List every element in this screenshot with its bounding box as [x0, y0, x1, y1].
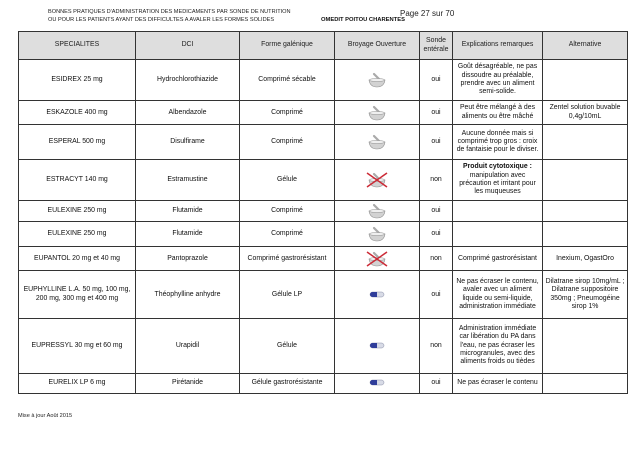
- cell-explications: Ne pas écraser le contenu: [453, 373, 543, 394]
- header-title-line1: BONNES PRATIQUES D'ADMINISTRATION DES MEDICAMENTS PAR SONDE DE NUTRITION: [48, 9, 291, 15]
- cell-sonde: non: [420, 318, 453, 373]
- header-explications: Explications remarques: [453, 32, 543, 60]
- cell-forme: Gélule: [240, 318, 335, 373]
- mortar-icon: [365, 105, 389, 121]
- cell-broyage: [335, 200, 420, 221]
- table-row: [19, 246, 628, 271]
- cell-alternative: [543, 222, 628, 247]
- capsule-icon: [369, 378, 385, 387]
- cell-forme: Gélule gastrorésistante: [240, 373, 335, 394]
- cell-alternative: Inexium, OgastOro: [543, 246, 628, 271]
- cell-dci: Pirétanide: [136, 373, 240, 394]
- cell-sonde: oui: [420, 373, 453, 394]
- crossed-out-icon: [365, 251, 389, 267]
- cell-explications: Aucune donnée mais si comprimé trop gros : croix de fantaisie pour le diviser.: [453, 125, 543, 159]
- table-row: [19, 373, 628, 394]
- cell-alternative: [543, 318, 628, 373]
- cell-sonde: oui: [420, 100, 453, 125]
- cell-forme: Comprimé: [240, 200, 335, 221]
- cell-broyage: [335, 222, 420, 247]
- explication-text: manipulation avec précaution et irritant pour les muqueuses: [459, 171, 536, 195]
- header-sonde: Sonde entérale: [420, 32, 453, 60]
- mortar-icon: [365, 72, 389, 88]
- cell-sonde: oui: [420, 125, 453, 159]
- cell-forme: Comprimé sécable: [240, 60, 335, 101]
- cell-broyage: [335, 271, 420, 318]
- capsule-icon: [369, 290, 385, 299]
- cell-alternative: [543, 373, 628, 394]
- cell-sonde: non: [420, 159, 453, 200]
- cell-broyage: [335, 318, 420, 373]
- table-row: [19, 200, 628, 221]
- crossed-out-icon: [365, 172, 389, 188]
- header-broyage: Broyage Ouverture: [335, 32, 420, 60]
- cell-alternative: [543, 159, 628, 200]
- cell-forme: Gélule LP: [240, 271, 335, 318]
- cell-sonde: oui: [420, 271, 453, 318]
- cell-dci: Hydrochlorothiazide: [136, 60, 240, 101]
- header-alternative: Alternative: [543, 32, 628, 60]
- cytotoxic-warning: Produit cytotoxique :: [463, 163, 532, 171]
- cell-explications: Goût désagréable, ne pas dissoudre au préalable, prendre avec un aliment semi-solide.: [453, 60, 543, 101]
- cell-specialite: EUPRESSYL 30 mg et 60 mg: [19, 318, 136, 373]
- header-dci: DCI: [136, 32, 240, 60]
- cell-broyage: [335, 246, 420, 271]
- cell-forme: Comprimé: [240, 222, 335, 247]
- cell-dci: Albendazole: [136, 100, 240, 125]
- table-row: [19, 222, 628, 247]
- cell-alternative: Dilatrane sirop 10mg/mL ; Dilatrane suppositoire 350mg ; Pneumogéine sirop 1%: [543, 271, 628, 318]
- cell-specialite: ESPERAL 500 mg: [19, 125, 136, 159]
- cell-sonde: oui: [420, 200, 453, 221]
- cell-specialite: ESTRACYT 140 mg: [19, 159, 136, 200]
- cell-broyage: [335, 125, 420, 159]
- cell-broyage: [335, 60, 420, 101]
- cell-broyage: [335, 100, 420, 125]
- header-title-line2: OU POUR LES PATIENTS AYANT DES DIFFICULTES A AVALER LES FORMES SOLIDES: [48, 17, 275, 23]
- table-row: [19, 318, 628, 373]
- cell-forme: Comprimé: [240, 125, 335, 159]
- cell-specialite: EUPHYLLINE L.A. 50 mg, 100 mg, 200 mg, 300 mg et 400 mg: [19, 271, 136, 318]
- cell-forme: Gélule: [240, 159, 335, 200]
- cell-explications: [453, 200, 543, 221]
- cell-sonde: oui: [420, 60, 453, 101]
- cell-sonde: non: [420, 246, 453, 271]
- table-row: [19, 271, 628, 318]
- cell-explications: Ne pas écraser le contenu, avaler avec un aliment liquide ou semi-liquide, administration immédiate: [453, 271, 543, 318]
- header-specialites: SPECIALITES: [19, 32, 136, 60]
- table-row: [19, 60, 628, 101]
- table-header-row: [19, 32, 628, 60]
- medication-table: [18, 31, 628, 394]
- cell-specialite: EULEXINE 250 mg: [19, 222, 136, 247]
- cell-explications: [453, 159, 543, 200]
- cell-dci: Urapidil: [136, 318, 240, 373]
- table-row: [19, 100, 628, 125]
- cell-alternative: Zentel solution buvable 0,4g/10mL: [543, 100, 628, 125]
- mortar-icon: [365, 226, 389, 242]
- cell-broyage: [335, 159, 420, 200]
- cell-explications: Administration immédiate car libération du PA dans l'eau, ne pas écraser les microgranules, avec des aliments froids ou tièdes: [453, 318, 543, 373]
- mortar-icon: [365, 134, 389, 150]
- cell-dci: Estramustine: [136, 159, 240, 200]
- cell-alternative: [543, 200, 628, 221]
- cell-dci: Flutamide: [136, 222, 240, 247]
- cell-dci: Théophylline anhydre: [136, 271, 240, 318]
- cell-specialite: EULEXINE 250 mg: [19, 200, 136, 221]
- cell-explications: Peut être mélangé à des aliments ou être mâché: [453, 100, 543, 125]
- mortar-icon: [365, 203, 389, 219]
- cell-dci: Pantoprazole: [136, 246, 240, 271]
- organization-name: OMEDIT POITOU CHARENTES: [321, 17, 405, 23]
- header-forme: Forme galénique: [240, 32, 335, 60]
- cell-specialite: EUPANTOL 20 mg et 40 mg: [19, 246, 136, 271]
- cell-specialite: ESKAZOLE 400 mg: [19, 100, 136, 125]
- cell-forme: Comprimé: [240, 100, 335, 125]
- footer-update-date: Mise à jour Août 2015: [18, 413, 73, 419]
- table-row: [19, 125, 628, 159]
- page-number: Page 27 sur 70: [400, 9, 455, 18]
- cell-explications: Comprimé gastrorésistant: [453, 246, 543, 271]
- cell-alternative: [543, 125, 628, 159]
- cell-forme: Comprimé gastrorésistant: [240, 246, 335, 271]
- cell-broyage: [335, 373, 420, 394]
- cell-dci: Flutamide: [136, 200, 240, 221]
- capsule-icon: [369, 341, 385, 350]
- cell-sonde: oui: [420, 222, 453, 247]
- cell-dci: Disulfirame: [136, 125, 240, 159]
- table-row: [19, 159, 628, 200]
- cell-specialite: ESIDREX 25 mg: [19, 60, 136, 101]
- cell-alternative: [543, 60, 628, 101]
- cell-explications: [453, 222, 543, 247]
- cell-specialite: EURELIX LP 6 mg: [19, 373, 136, 394]
